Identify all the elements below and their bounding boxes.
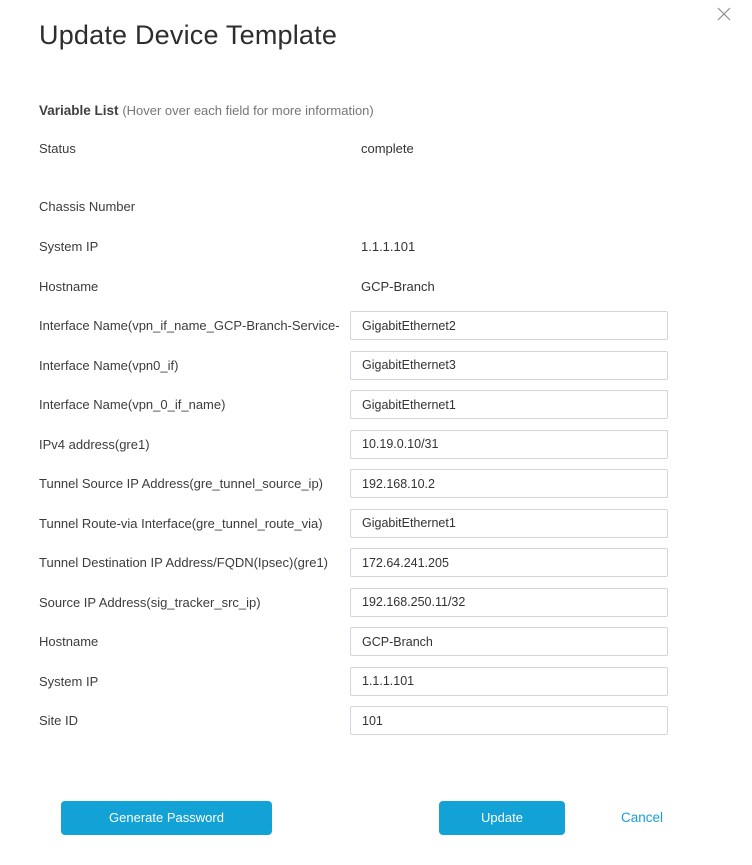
variable-input[interactable] [350, 548, 668, 577]
dialog-footer [39, 801, 752, 835]
cancel-link[interactable]: Cancel [620, 810, 663, 825]
update-button[interactable]: Update [439, 801, 565, 835]
variable-list-heading [39, 102, 752, 120]
variable-input[interactable] [350, 509, 668, 538]
variable-input[interactable] [350, 667, 668, 696]
variable-label: IPv4 address(gre1) [39, 436, 150, 452]
variable-row [39, 425, 752, 465]
variable-row [39, 226, 752, 266]
editable-variable-rows [39, 306, 752, 741]
variable-row [39, 543, 752, 583]
variable-label: Tunnel Source IP Address(gre_tunnel_source_ip) [39, 476, 324, 492]
variable-input[interactable] [350, 469, 668, 498]
variable-row [39, 306, 752, 346]
variable-label: Source IP Address(sig_tracker_src_ip) [39, 594, 261, 610]
variable-input[interactable] [350, 351, 668, 380]
variable-value: GCP-Branch [361, 278, 435, 294]
variable-label: Chassis Number [39, 198, 136, 214]
variable-input[interactable] [350, 430, 668, 459]
variable-row [39, 504, 752, 544]
variable-row [39, 662, 752, 702]
variable-row [39, 346, 752, 386]
variable-label: System IP [39, 673, 99, 689]
variable-value: complete [361, 140, 414, 156]
page-title: Update Device Template [39, 20, 338, 50]
variable-label: Interface Name(vpn_0_if_name) [39, 397, 226, 413]
variable-label: Hostname [39, 278, 99, 294]
close-icon-glyph [717, 7, 731, 21]
variable-input[interactable] [350, 588, 668, 617]
variable-row [39, 622, 752, 662]
variable-input[interactable] [350, 311, 668, 340]
variable-row [39, 266, 752, 306]
variable-row [39, 464, 752, 504]
variable-label: Interface Name(vpn0_if) [39, 357, 179, 373]
variable-label: Tunnel Destination IP Address/FQDN(Ipsec)(gre1) [39, 555, 329, 571]
static-variable-rows [39, 128, 752, 306]
variable-row [39, 186, 752, 226]
variable-value: 1.1.1.101 [361, 238, 416, 254]
variable-row [39, 385, 752, 425]
variable-input[interactable] [350, 627, 668, 656]
variable-label: Site ID [39, 713, 79, 729]
variable-row [39, 583, 752, 623]
variable-input[interactable] [350, 706, 668, 735]
variable-label: System IP [39, 238, 99, 254]
variable-row [39, 701, 752, 741]
variable-label: Hostname [39, 634, 99, 650]
variable-list-note: (Hover over each field for more information) [122, 103, 374, 118]
close-icon[interactable] [716, 6, 732, 22]
generate-password-button[interactable]: Generate Password [61, 801, 272, 835]
variable-list-title: Variable List [39, 103, 119, 118]
variable-row [39, 128, 752, 168]
variable-label: Status [39, 140, 76, 156]
variable-label: Interface Name(vpn_if_name_GCP-Branch-Service- [39, 318, 340, 334]
variable-input[interactable] [350, 390, 668, 419]
variable-label: Tunnel Route-via Interface(gre_tunnel_route_via) [39, 515, 323, 531]
